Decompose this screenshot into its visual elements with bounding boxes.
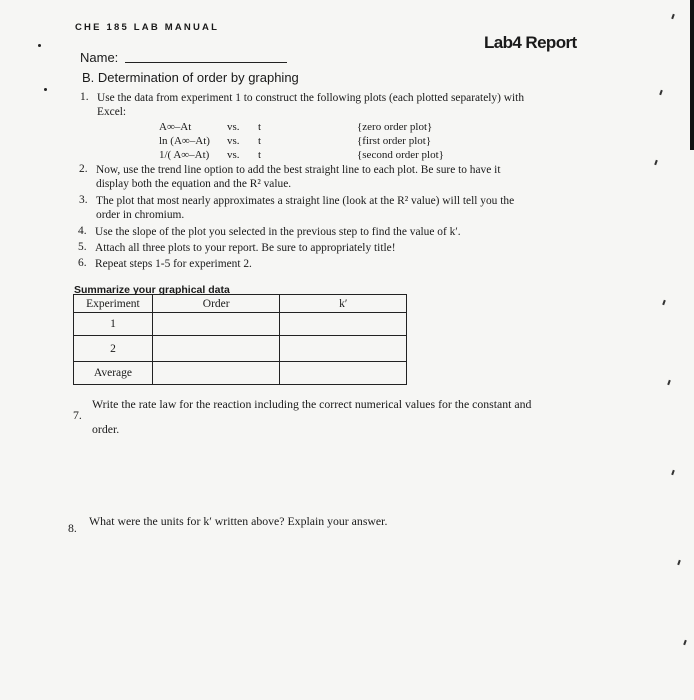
step-2-line-2: display both the equation and the R² value. — [96, 178, 292, 190]
table-row — [74, 336, 407, 362]
row-label: Average — [74, 362, 153, 385]
speck — [671, 470, 675, 475]
answer-area-7[interactable] — [92, 440, 592, 510]
plot-expr: 1/( A∞–At) — [159, 149, 210, 161]
plot-vs: vs. — [227, 121, 240, 133]
summary-title: Summarize your graphical data — [74, 284, 230, 296]
speck — [667, 380, 671, 385]
step-2-line-1: Now, use the trend line option to add the best straight line to each plot. Be sure to have it — [96, 164, 501, 176]
speck — [44, 88, 47, 91]
page-edge-shadow — [690, 0, 694, 150]
step-number: 4. — [78, 225, 87, 237]
plot-note: {zero order plot} — [357, 121, 433, 133]
summary-table — [73, 294, 407, 385]
manual-header: CHE 185 LAB MANUAL — [75, 22, 220, 33]
step-6-line-1: Repeat steps 1-5 for experiment 2. — [95, 258, 252, 270]
question-8-line-1: What were the units for k′ written above? Explain your answer. — [89, 514, 388, 528]
k-prime-cell[interactable] — [280, 336, 407, 362]
order-cell[interactable] — [152, 336, 280, 362]
name-label: Name: — [80, 50, 119, 65]
table-row — [74, 362, 407, 385]
step-1-line-1: Use the data from experiment 1 to construct the following plots (each plotted separately) with — [97, 92, 525, 104]
name-field-line[interactable] — [125, 62, 287, 63]
table-header-row — [74, 295, 407, 313]
step-5-line-1: Attach all three plots to your report. Be sure to appropriately title! — [95, 242, 396, 254]
header-experiment: Experiment — [74, 295, 153, 313]
plot-expr: A∞–At — [159, 121, 192, 133]
row-label: 1 — [74, 313, 153, 336]
plot-vs: vs. — [227, 135, 240, 147]
speck — [662, 300, 666, 305]
k-prime-cell[interactable] — [280, 313, 407, 336]
row-label: 2 — [74, 336, 153, 362]
question-7-line-2: order. — [92, 422, 120, 436]
order-cell[interactable] — [152, 313, 280, 336]
question-7-line-1: Write the rate law for the reaction including the correct numerical values for the constant and — [92, 397, 532, 411]
table-row — [74, 313, 407, 336]
plot-vs: vs. — [227, 149, 240, 161]
header-k-prime: k′ — [280, 295, 407, 313]
speck — [683, 640, 687, 645]
step-number: 2. — [79, 163, 88, 175]
step-number: 3. — [79, 194, 88, 206]
step-4-line-1: Use the slope of the plot you selected in the previous step to find the value of k′. — [95, 226, 461, 238]
speck — [659, 90, 663, 95]
speck — [654, 160, 658, 165]
step-1-line-2: Excel: — [97, 106, 127, 118]
speck — [677, 560, 681, 565]
step-number: 5. — [78, 241, 87, 253]
plot-t: t — [258, 149, 262, 161]
k-prime-cell[interactable] — [280, 362, 407, 385]
speck — [38, 44, 41, 47]
step-3-line-2: order in chromium. — [96, 209, 185, 221]
plot-expr: ln (A∞–At) — [159, 135, 210, 147]
plot-note: {second order plot} — [357, 149, 444, 161]
report-title: Lab4 Report — [484, 33, 577, 52]
order-cell[interactable] — [152, 362, 280, 385]
speck — [671, 14, 675, 19]
plot-t: t — [258, 135, 262, 147]
question-number: 8. — [68, 521, 77, 535]
question-number: 7. — [73, 408, 82, 422]
step-number: 1. — [80, 91, 89, 103]
section-title: B. Determination of order by graphing — [82, 70, 299, 85]
plot-t: t — [258, 121, 262, 133]
step-3-line-1: The plot that most nearly approximates a straight line (look at the R² value) will tell you the — [96, 195, 515, 207]
step-number: 6. — [78, 257, 87, 269]
answer-area-8[interactable] — [89, 535, 589, 655]
plot-note: {first order plot} — [357, 135, 432, 147]
header-order: Order — [152, 295, 280, 313]
